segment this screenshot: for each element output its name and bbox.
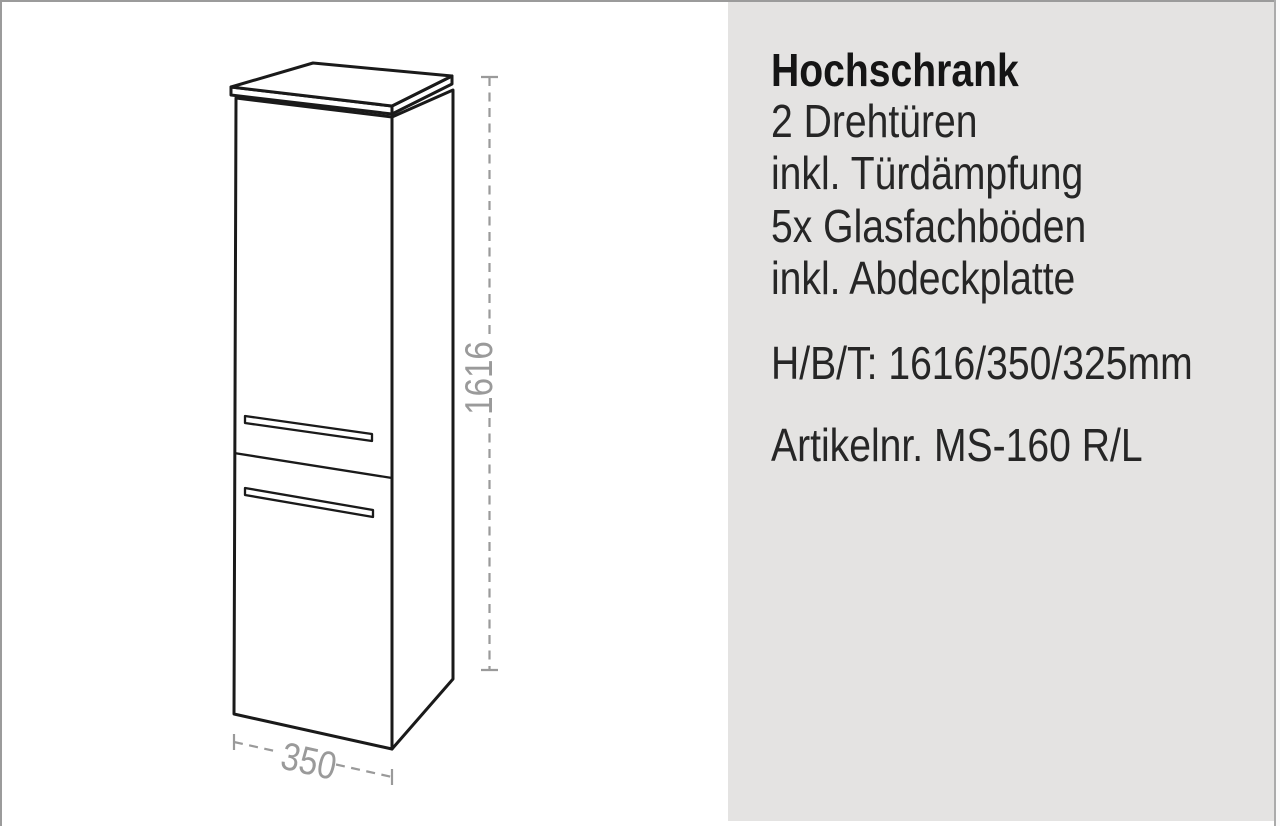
feature-glass-shelves: 5x Glasfachböden [771, 200, 1087, 252]
article-number: Artikelnr. MS-160 R/L [771, 419, 1143, 471]
feature-door-damping: inkl. Türdämpfung [771, 147, 1084, 199]
width-dimension-label: 350 [277, 733, 341, 789]
frame-border-top [0, 0, 1280, 2]
product-title-text: Hochschrank [771, 44, 1019, 96]
product-title [771, 44, 1062, 97]
height-dimension-label: 1616 [456, 341, 501, 415]
feature-cover-plate: inkl. Abdeckplatte [771, 252, 1076, 304]
dimensions-spec: H/B/T: 1616/350/325mm [771, 337, 1193, 389]
frame-right-margin [1276, 0, 1280, 826]
feature-doors: 2 Drehtüren [771, 95, 978, 147]
frame-border-left [0, 0, 2, 826]
product-info-panel [728, 2, 1274, 821]
cabinet-side-panel [392, 90, 453, 749]
width-dimension-line-left [234, 742, 277, 752]
width-dimension-line-right [336, 765, 392, 778]
